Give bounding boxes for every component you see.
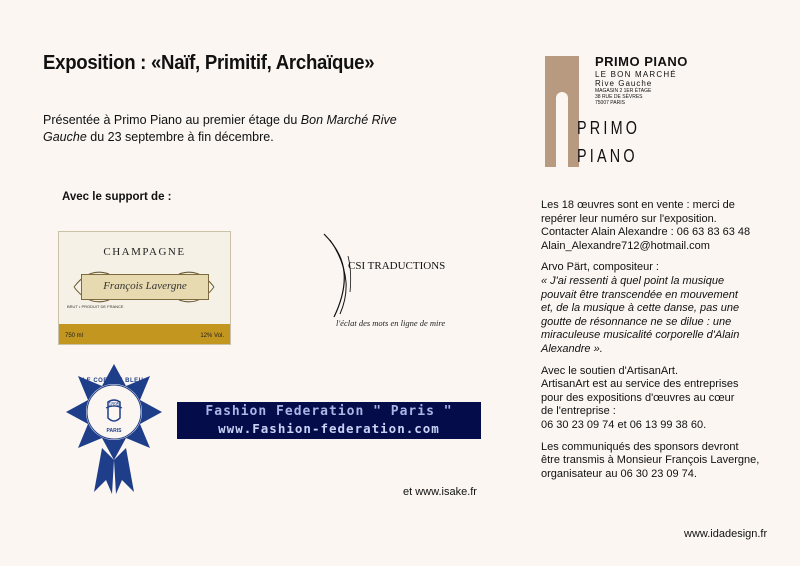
text-line: pour des expositions d'œuvres au cœur	[541, 391, 735, 404]
pen-nib-icon	[322, 232, 362, 322]
address-line: 38 RUE DE SÈVRES	[595, 94, 643, 100]
quote-line: et, de la musique à cette danse, pas une	[541, 302, 740, 315]
cordon-year: 1895	[108, 402, 120, 408]
text-line: Avec le soutien d'ArtisanArt.	[541, 364, 679, 377]
quote-line: Alexandre ».	[541, 342, 603, 355]
quote-line: pouvait être transcendée en mouvement	[541, 288, 738, 301]
support-label: Avec le support de :	[62, 191, 172, 203]
text-line: repérer leur numéro sur l'exposition.	[541, 212, 717, 225]
email-link[interactable]: Alain_Alexandre712@hotmail.com	[541, 239, 710, 252]
primo-piano-logo-arch	[556, 92, 568, 167]
page-title: Exposition : «Naïf, Primitif, Archaïque»	[43, 52, 375, 74]
quote-line: goutte de résonnance ne se dilue : une	[541, 315, 732, 328]
fashion-federation-title: Fashion Federation " Paris "	[205, 404, 453, 419]
primo-piano-big-piano: PIANO	[577, 146, 638, 166]
address-line: 75007 PARIS	[595, 100, 625, 106]
idadesign-link[interactable]: www.idadesign.fr	[684, 528, 768, 540]
intro-part2: du 23 septembre à fin décembre.	[86, 130, 274, 144]
primo-piano-address	[595, 88, 675, 106]
isake-link[interactable]: et www.isake.fr	[403, 486, 477, 498]
text-line: 06 30 23 09 74 et 06 13 99 38 60.	[541, 418, 707, 431]
arvo-quote	[541, 261, 761, 356]
cordon-arc-text: LE CORDON BLEU	[82, 378, 144, 384]
champagne-house: François Lavergne	[103, 280, 187, 292]
primo-piano-store: LE BON MARCHÉ	[595, 70, 677, 79]
champagne-brut: BRUT • PRODUIT DE FRANCE	[67, 304, 124, 309]
primo-piano-side: Rive Gauche	[595, 79, 653, 88]
text-line: Les communiqués des sponsors devront	[541, 440, 739, 453]
intro-part1: Présentée à Primo Piano au premier étage du	[43, 113, 301, 127]
text-line: Les 18 œuvres sont en vente : merci de	[541, 199, 735, 211]
artisanart-info	[541, 365, 761, 433]
champagne-degree: 12% Vol.	[200, 333, 224, 339]
intro-text	[43, 112, 403, 146]
text-line: être transmis à Monsieur François Lavergne,	[541, 454, 760, 467]
info-column	[541, 199, 761, 489]
quote-author: Arvo Pärt, compositeur :	[541, 261, 659, 274]
champagne-volume: 750 ml	[65, 333, 84, 339]
quote-line: miraculeuse musicalité corporelle d'Alain	[541, 329, 740, 342]
text-line: de l'entreprise :	[541, 405, 616, 418]
fashion-federation-banner[interactable]	[177, 402, 481, 439]
sponsor-info	[541, 441, 761, 482]
sale-info	[541, 199, 761, 253]
champagne-plate	[81, 274, 209, 300]
primo-piano-name: PRIMO PIANO	[595, 54, 688, 69]
quote-line: « J'ai ressenti à quel point la musique	[541, 274, 725, 287]
csi-title: CSI TRADUCTIONS	[348, 260, 446, 272]
fashion-federation-url[interactable]: www.Fashion-federation.com	[218, 421, 440, 436]
cordon-city: PARIS	[106, 428, 122, 434]
intro-italic: Bon Marché Rive Gauche	[43, 113, 397, 144]
csi-tagline: l'éclat des mots en ligne de mire	[336, 318, 446, 328]
champagne-label-logo	[58, 231, 231, 345]
address-line: MAGASIN 2 1ER ÉTAGE	[595, 88, 652, 94]
primo-piano-big-primo: PRIMO	[577, 118, 641, 138]
text-line: Contacter Alain Alexandre : 06 63 83 63 48	[541, 226, 751, 239]
champagne-gold-band	[59, 324, 230, 344]
text-line: ArtisanArt est au service des entreprises	[541, 378, 739, 391]
text-line: organisateur au 06 30 23 09 74.	[541, 467, 697, 480]
champagne-title: CHAMPAGNE	[103, 246, 186, 258]
